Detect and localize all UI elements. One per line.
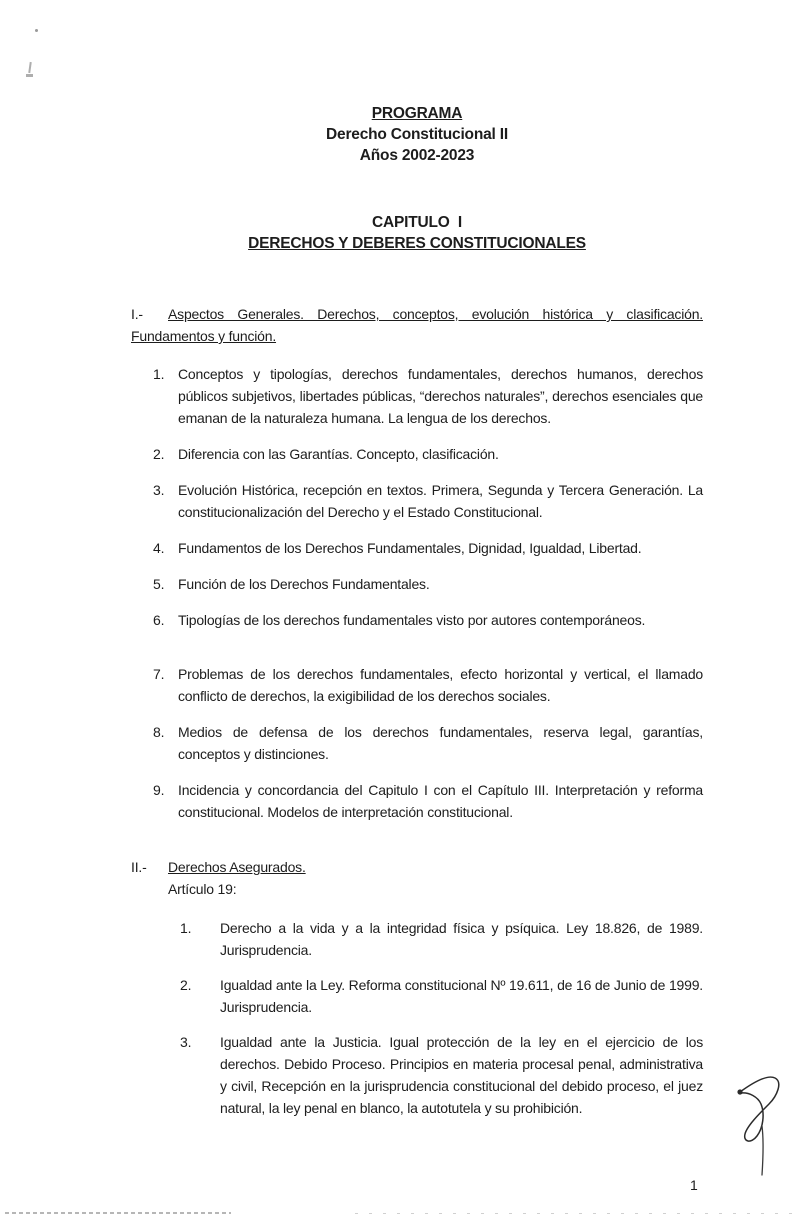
article-subheading: Artículo 19: bbox=[168, 881, 237, 897]
scan-artifact-dot bbox=[35, 29, 38, 32]
section-heading bbox=[131, 856, 703, 878]
list-item: Diferencia con las Garantías. Concepto, clasificación. bbox=[178, 446, 499, 462]
chapter-number: CAPITULO I bbox=[372, 214, 462, 231]
section-heading bbox=[131, 303, 703, 347]
signature-tail-stroke bbox=[762, 1126, 763, 1175]
topics-list bbox=[131, 363, 703, 823]
course-years: Años 2002-2023 bbox=[359, 147, 475, 164]
scan-artifact-stroke bbox=[28, 62, 32, 73]
list-item: Función de los Derechos Fundamentales. bbox=[178, 576, 430, 592]
section-numeral: I.- bbox=[131, 306, 143, 322]
chapter-title: DERECHOS Y DEBERES CONSTITUCIONALES bbox=[248, 235, 586, 252]
rights-list bbox=[131, 917, 703, 1119]
signature-loop-stroke bbox=[740, 1077, 779, 1141]
section-heading-text: Aspectos Generales. Derechos, conceptos, evolución histórica y clasificación. Fundamentos y función. bbox=[131, 306, 703, 344]
list-item: Medios de defensa de los derechos fundamentales, reserva legal, garantías, conceptos y distinciones. bbox=[178, 724, 703, 762]
list-item: Evolución Histórica, recepción en textos. Primera, Segunda y Tercera Generación. La constitucionalización del Derecho y el Estado Constitucional. bbox=[178, 482, 703, 520]
scan-artifact-dashed-line bbox=[5, 1212, 231, 1214]
list-item: Igualdad ante la Ley. Reforma constitucional Nº 19.611, de 16 de Junio de 1999. Jurisprudencia. bbox=[220, 977, 703, 1015]
program-title: PROGRAMA bbox=[371, 105, 463, 122]
section-heading-text: Derechos Asegurados. bbox=[168, 859, 306, 875]
list-item: Problemas de los derechos fundamentales, efecto horizontal y vertical, el llamado conflicto de derechos, la exigibilidad de los derechos sociales. bbox=[178, 666, 703, 704]
scan-artifact-stroke bbox=[26, 74, 33, 77]
page-number: 1 bbox=[690, 1177, 698, 1193]
document-header bbox=[131, 103, 703, 166]
section-numeral: II.- bbox=[131, 859, 147, 875]
handwritten-signature-flourish bbox=[731, 1070, 787, 1182]
list-item: Fundamentos de los Derechos Fundamentales, Dignidad, Igualdad, Libertad. bbox=[178, 540, 642, 556]
section-derechos-asegurados bbox=[131, 856, 703, 1119]
chapter-heading bbox=[131, 212, 703, 254]
scan-artifact-dotted-line bbox=[355, 1213, 795, 1214]
list-item: Derecho a la vida y a la integridad física y psíquica. Ley 18.826, de 1989. Jurisprudencia. bbox=[220, 920, 703, 958]
list-item: Tipologías de los derechos fundamentales visto por autores contemporáneos. bbox=[178, 612, 646, 628]
list-item: Conceptos y tipologías, derechos fundamentales, derechos humanos, derechos públicos subjetivos, libertades públicas, “derechos naturales”, derechos esenciales que emanan de la naturaleza humana. La lengua de los derechos. bbox=[178, 366, 703, 426]
course-title: Derecho Constitucional II bbox=[326, 126, 508, 143]
list-item: Incidencia y concordancia del Capitulo I con el Capítulo III. Interpretación y reforma constitucional. Modelos de interpretación constitucional. bbox=[178, 782, 703, 820]
list-item: Igualdad ante la Justicia. Igual protección de la ley en el ejercicio de los derechos. Debido Proceso. Principios en materia procesal penal, administrativa y civil, Recepción en la jurisprudencia constitucional del debido proceso, el juez natural, la ley penal en blanco, la autotutela y su prohibición. bbox=[220, 1034, 703, 1116]
scan-artifact-mark bbox=[26, 62, 33, 77]
section-aspectos-generales bbox=[131, 303, 703, 823]
